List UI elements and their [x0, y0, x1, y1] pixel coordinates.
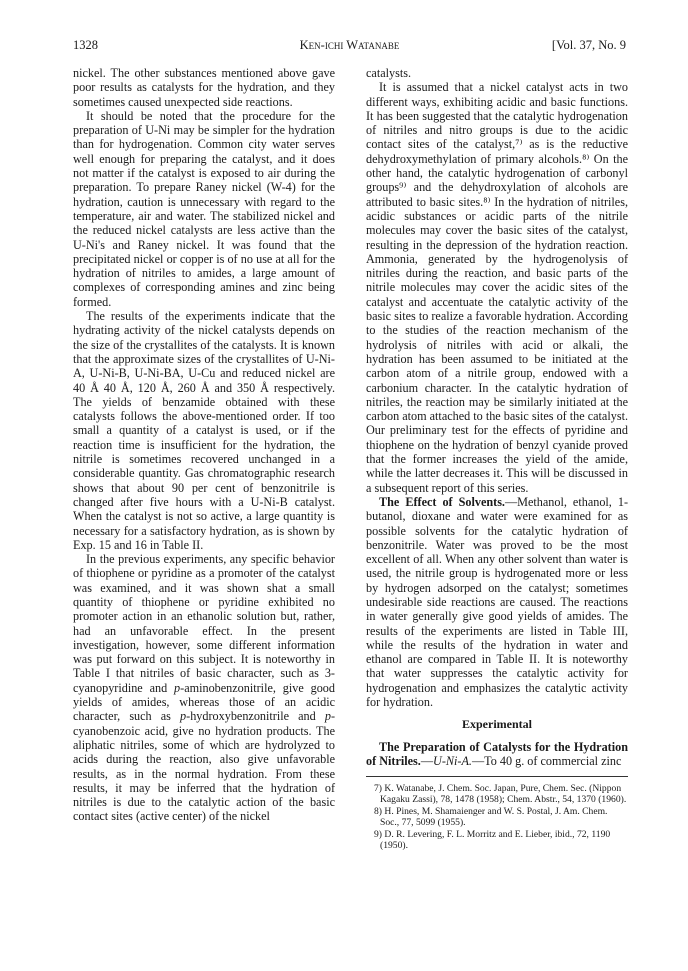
left-column — [73, 66, 335, 824]
volume-issue: [Vol. 37, No. 9 — [551, 38, 626, 52]
italic-run: p — [180, 709, 187, 724]
paragraph: It should be noted that the procedure for the preparation of U-Ni may be simpler for the hydration than for hydrogenation. Common city water serves well enough for preparing the catalyst, and it does not matter if the catalyst is exposed to air during the preparation. To prepare Raney nickel (W-4) for the hydration, caution is unnecessary with regard to the temperature, air and water. The stabilized nickel and the reduced nickel catalysts are less active than the U-Ni's and Raney nickel. It was found that the precipitated nickel or copper is of no use at all for the hydration of nitriles to amides, a large amount of complexes of corresponding amines and zinc being formed. — [73, 108, 335, 309]
footnote-number: 7) — [374, 783, 382, 795]
running-header — [73, 38, 626, 58]
text-run: -aminobenzonitrile, give good yields of amides, whereas those of an acidic character, such as — [73, 680, 335, 724]
footnote — [366, 806, 628, 828]
footnotes — [366, 783, 628, 851]
paragraph: nickel. The other substances mentioned above gave poor results as catalysts for the hydration, and they sometimes caused unexpected side reactions. — [73, 66, 335, 109]
paragraph — [366, 740, 628, 769]
section-run-in-heading: The Effect of Solvents. — [379, 494, 505, 509]
paragraph — [366, 495, 628, 709]
running-author: Ken-ichi Watanabe — [299, 38, 400, 52]
paragraph: The results of the experiments indicate that the hydrating activity of the nickel catalysts depends on the size of the crystallites of the catalysts. It is known that the approximate sizes of the crystallites of U-Ni-A, U-Ni-B, U-Ni-BA, U-Cu and reduced nickel are 40 Å 40 Å, 120 Å, 260 Å and 350 Å respectively. The yields of benzamide obtained with these catalysts follows the above-mentioned order. If too small a quantity of a catalyst is used, or if the reaction time is insufficient for the hydration, the nitrile is sometimes recovered unchanged in a considerable quantity. Gas chromatographic research shows that about 90 per cent of benzonitrile is changed after five hours with a U-Ni-B catalyst. When the catalyst is not so active, a large quantity is necessary for a satisfactory hydration, as is shown by Exp. 15 and 16 in Table II. — [73, 309, 335, 552]
footnote-divider — [366, 776, 628, 777]
footnote-text: K. Watanabe, J. Chem. Soc. Japan, Pure, Chem. Sec. (Nippon Kagaku Zassi), 78, 1478 (1958); Chem. Abstr., 54, 1370 (1960). — [380, 783, 627, 806]
text-run: —Methanol, ethanol, 1-butanol, dioxane and water were examined for as possible solvents for the catalytic hydration of benzonitrile. Water was proved to be the most excellent of all. When any other solvent than water is used, the nitrile group is hydrogenated more or less by hydrogen adsorped on the catalyst; sometimes undesirable side reactions are caused. The reactions in water generally give good yields of amides. The results of the experiments are listed in Table III, while the results of the hydration in water and ethanol are compared in Table II. It is noteworthy that water suppresses the catalytic activity for hydrogenation and emphasizes the catalytic activity for hydration. — [366, 494, 628, 710]
right-column — [366, 66, 628, 852]
footnote — [366, 829, 628, 851]
experimental-heading: Experimental — [462, 717, 532, 732]
section-run-in-heading: The Preparation of Catalysts for the Hydration of Nitriles. — [366, 739, 628, 768]
paragraph — [73, 552, 335, 824]
footnote-number: 9) — [374, 829, 382, 841]
italic-run: U-Ni-A. — [433, 753, 472, 768]
italic-run: p — [324, 709, 331, 724]
footnote — [366, 783, 628, 805]
page-number: 1328 — [73, 38, 98, 52]
footnote-text: D. R. Levering, F. L. Morritz and E. Lieber, ibid., 72, 1190 (1950). — [380, 829, 611, 852]
italic-run: p — [174, 680, 181, 695]
text-run: —To 40 g. of commercial zinc — [471, 753, 622, 768]
text-run: -cyanobenzoic acid, give no hydration products. The aliphatic nitriles, some of which are hydrolyzed to acids during the reaction, also give unfavorable results, as in the normal hydration. From these results, it may be inferred that the hydration of nitriles is due to the catalytic action of the basic contact sites (active center) of the nickel — [73, 709, 336, 824]
text-run: -hydroxybenzonitrile and — [186, 709, 325, 724]
text-run: In the previous experiments, any specific behavior of thiophene or pyridine as a promoter of the catalyst was examined, and it was shown shat a small quantity of thiophene or pyridine exhibited no promoter action in an ethanolic solution but, rather, had an unfavorable effect. In the present investigation, however, some different information was put forward on this subject. It is noteworthy in Table I that nitriles of basic character, such as 3-cyanopyridine and — [73, 552, 335, 695]
paragraph: It is assumed that a nickel catalyst acts in two different ways, exhibiting acidic and basic functions. It has been suggested that the catalytic hydrogenation of nitriles and nitro groups is due to the acidic contact sites of the catalyst,⁷⁾ as is the reductive dehydroxymethylation of primary alcohols.⁸⁾ On the other hand, the catalytic hydrogenation of carbonyl groups⁹⁾ and the dehydroxylation of alcohols are attributed to basic sites.⁸⁾ In the hydration of nitriles, acidic substances or acidic parts of the nitrile molecules may cover the basic sites of the catalyst, resulting in the depression of the hydration reaction. Ammonia, generated by the hydrogenolysis of nitriles during the reaction, and basic parts of the nitrile molecules may cover the acidic sites of the catalyst and accentuate the catalytic activity of the basic sites to realize a favorable hydration. According to the studies of the reaction mechanism of the hydrolysis of nitriles with acid or alkali, the hydration has been assumed to be initiated at the carbon atom of a nitrile group, endowed with a carbonium character. In the catalytic hydration of nitriles, the reaction may be similarly initiated at the carbon atom attached to the basic sites of the catalyst. Our preliminary test for the effects of pyridine and thiophene on the hydration of benzyl cyanide proved that the former increases the yield of the amide, while the latter decreases it. This will be discussed in a subsequent report of this series. — [366, 80, 628, 495]
footnote-number: 8) — [374, 806, 382, 818]
text-run: — — [420, 753, 434, 768]
paragraph: catalysts. — [366, 66, 412, 80]
footnote-text: H. Pines, M. Shamaienger and W. S. Postal, J. Am. Chem. Soc., 77, 5099 (1955). — [380, 806, 608, 829]
